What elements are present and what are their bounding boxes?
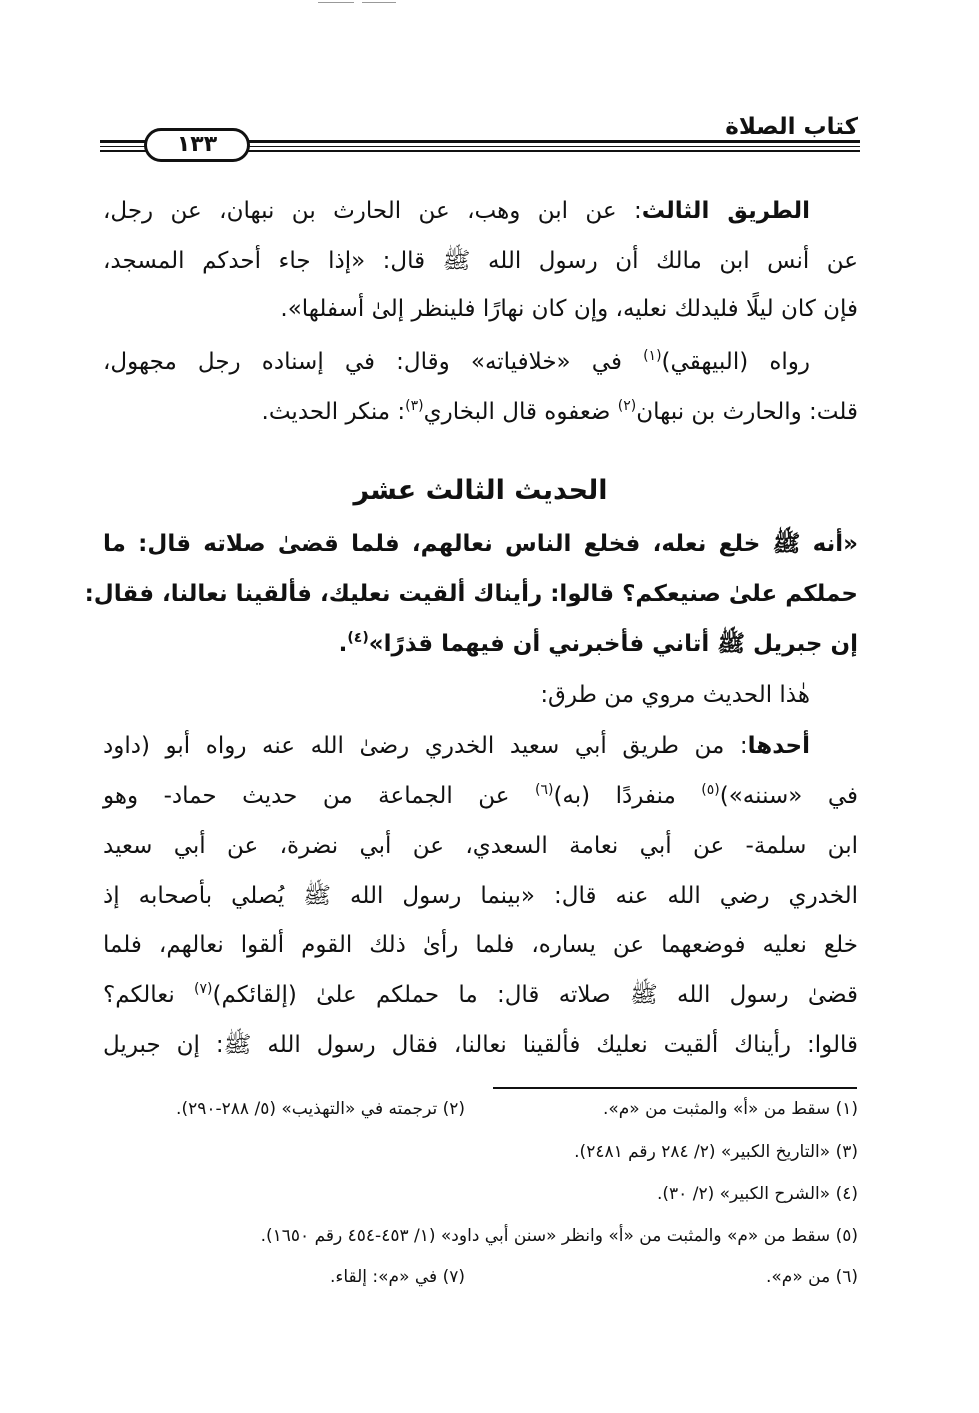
text-span: نعالكم؟: [103, 982, 195, 1008]
page-number: ١٣٣: [144, 128, 250, 162]
text-span: ضعفوه قال البخاري: [423, 399, 618, 425]
text-line: [103, 980, 858, 1010]
text-line: [103, 347, 858, 377]
text-line: [103, 731, 858, 761]
text-line: «أنه ﷺ خلع نعله، فخلع الناس نعالهم، فلما قضىٰ صلاته قال: ما: [103, 531, 858, 557]
text-span: قلت: والحارث بن نبهان: [636, 399, 858, 425]
text-line: عن أنس ابن مالك أن رسول الله ﷺ قال: «إذا جاء أحدكم المسجد،: [103, 248, 858, 274]
text-span: رواه (البيهقي): [661, 349, 810, 375]
lead-term: الطريق الثالث: [641, 198, 811, 224]
text-line: هٰذا الحديث مروي من طرق:: [540, 682, 810, 708]
chapter-title: كتاب الصلاة: [719, 114, 858, 140]
text-span: عن الجماعة من حديث حماد- وهو: [103, 783, 535, 809]
footnote: (٣) «التاريخ الكبير» (٢/ ٢٨٤ رقم ٢٤٨١).: [574, 1142, 858, 1162]
footnote-ref: (٢): [617, 398, 637, 414]
footnote-row: [103, 1139, 858, 1165]
text-line: ابن سلمة- عن أبي نعامة السعدي، عن أبي نضرة، عن أبي سعيد: [103, 833, 858, 859]
text-span: منفردًا (به): [553, 783, 702, 809]
text-line: حملكم علىٰ صنيعكم؟ قالوا: رأيناك ألقيت نعليك، فألقينا نعالنا، فقال:: [84, 581, 858, 607]
footnote: (٥) سقط من «م» والمثبت من «أ» وانظر «سنن أبي داود» (١/ ٤٥٣-٤٥٤ رقم ١٦٥٠).: [260, 1226, 858, 1246]
lead-term: أحدها: [747, 733, 810, 759]
footnote-ref: (٧): [194, 981, 213, 997]
footnote-ref: (٤): [347, 630, 369, 646]
page-header: [100, 108, 860, 158]
footnote-ref: (٥): [701, 782, 720, 798]
text-span: قضىٰ رسول الله ﷺ صلاته قال: ما حملكم علىٰ (إلقائكم): [212, 982, 859, 1008]
footnote: (١) سقط من «أ» والمثبت من «م».: [602, 1099, 858, 1119]
text-line: خلع نعليه فوضعهما عن يساره، فلما رأىٰ ذلك القوم ألقوا نعالهم، فلما: [103, 932, 858, 958]
footnote-row: [103, 1096, 858, 1122]
text-span: : من طريق أبي سعيد الخدري رضىٰ الله عنه رواه أبو (داود: [103, 733, 748, 759]
footnote-ref: (١): [643, 348, 662, 364]
footnote-row: [103, 1181, 858, 1207]
scan-mark: [318, 2, 354, 3]
text-span: .: [338, 631, 348, 657]
text-span: في «خلافياته» وقال: في إسناده رجل مجهول،: [103, 349, 644, 375]
footnote-ref: (٦): [534, 782, 554, 798]
section-heading: الحديث الثالث عشر: [353, 475, 608, 506]
text-line: [103, 196, 858, 226]
text-line: فإن كان ليلًا فليدلك نعليه، وإن كان نهارًا فلينظر إلىٰ أسفلها».: [280, 296, 858, 322]
text-span: إن جبريل ﷺ أتاني فأخبرني أن فيهما قذرًا»: [368, 631, 858, 657]
footnote-ref: (٣): [405, 398, 424, 414]
footnote: (٧) في «م»: إلقاء.: [329, 1267, 465, 1287]
footnote: (٦) من «م».: [766, 1267, 858, 1287]
text-line: [103, 781, 858, 811]
text-span: في «سننه»): [719, 783, 858, 809]
footnote: (٤) «الشرح الكبير» (٢/ ٣٠).: [656, 1184, 858, 1204]
text-span: : عن ابن وهب، عن الحارث بن نبهان، عن رجل،: [103, 198, 642, 224]
footnote-row: [103, 1264, 858, 1290]
scan-mark: [362, 2, 396, 3]
text-line: الخدري رضي الله عنه قال: «بينما رسول الله ﷺ يُصلي بأصحابه إذ: [103, 883, 858, 909]
text-line: [103, 397, 858, 427]
footnote: (٢) ترجمته في «التهذيب» (٥/ ٢٨٨-٢٩٠).: [176, 1099, 465, 1119]
footnote-row: [103, 1223, 858, 1249]
text-line: قالوا: رأيناك ألقيت نعليك فألقينا نعالنا، فقال رسول الله ﷺ: إن جبريل: [103, 1032, 858, 1058]
text-span: : منكر الحديث.: [261, 399, 406, 425]
text-line: [103, 629, 858, 659]
footnote-separator: [493, 1087, 857, 1089]
